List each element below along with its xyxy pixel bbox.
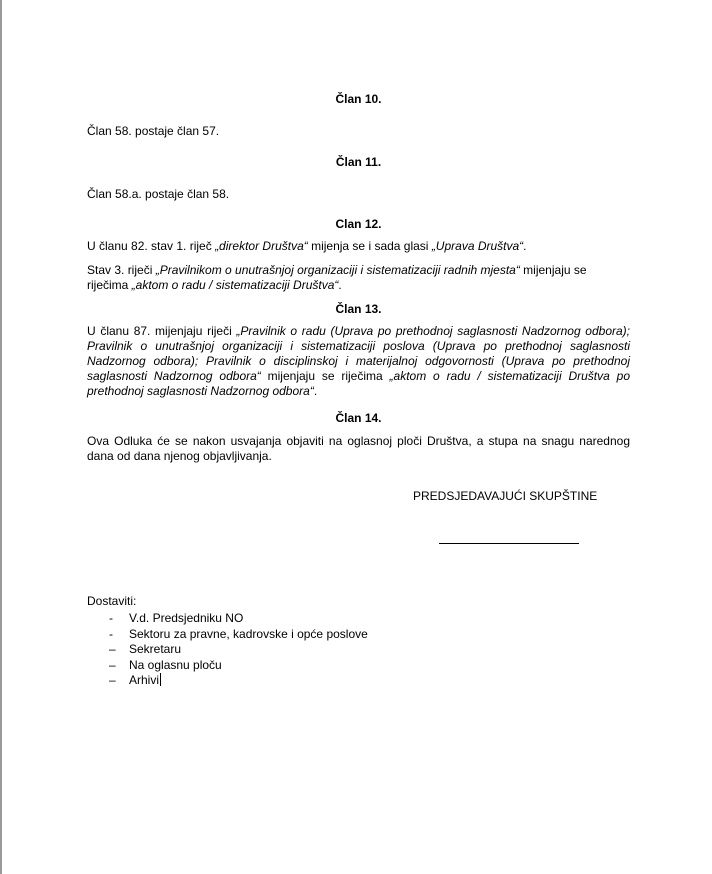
- signature-line: [439, 543, 579, 544]
- article-paragraph: [87, 124, 630, 139]
- quoted-term: „Pravilnik o radu (Uprava po prethodnoj saglasnosti Nadzornog odbora); Pravilnik o unutrašnjoj organizaciji i sistematizaciji poslova (Uprava po prethodnoj saglasnosti Nadzornog odbora); Pravilnik o disciplinskoj i materijalnoj odgovornosti (Uprava po prethodnoj saglasnosti Nadzornog odbora“: [87, 324, 630, 383]
- article-heading: Clan 12.: [335, 217, 382, 231]
- list-bullet: –: [109, 657, 116, 672]
- quoted-term: „aktom o radu / sistematizaciji Društva“: [131, 278, 339, 292]
- list-bullet: –: [109, 673, 116, 687]
- quoted-term: „aktom o radu / sistematizaciji Društva po prethodnoj saglasnosti Nadzornog odbora“: [87, 369, 630, 398]
- article-paragraph: [87, 263, 630, 293]
- delivery-label: Dostaviti:: [87, 594, 137, 608]
- list-bullet: -: [109, 611, 113, 625]
- paragraph-text: mijenjaju se riječima: [260, 369, 390, 383]
- list-item-text: V.d. Predsjedniku NO: [129, 611, 244, 625]
- list-item: [87, 658, 487, 674]
- list-bullet: –: [109, 642, 116, 656]
- paragraph-text: Član 58. postaje član 57.: [87, 124, 220, 138]
- list-item: [87, 642, 487, 658]
- quoted-term: „Pravilnikom o unutrašnjoj organizaciji i sistematizaciji radnih mjesta“: [155, 263, 520, 277]
- text-cursor[interactable]: [160, 673, 161, 686]
- list-item-label: Arhivi: [129, 673, 160, 687]
- paragraph-text: mijenja se i sada glasi: [307, 239, 432, 253]
- article-heading: Član 11.: [335, 155, 382, 169]
- article-paragraph: [87, 434, 630, 464]
- article-heading: Član 14.: [335, 411, 382, 425]
- paragraph-text: .: [338, 278, 342, 292]
- quoted-term: „direktor Društva“: [215, 239, 308, 253]
- list-item: [87, 673, 487, 689]
- list-item-text: Sekretaru: [129, 642, 182, 656]
- list-item-text: Sektoru za pravne, kadrovske i opće poslove: [129, 626, 368, 641]
- signature-title: PREDSJEDAVAJUĆI SKUPŠTINE: [413, 489, 598, 503]
- list-item-text: [129, 673, 161, 688]
- list-item: [87, 611, 487, 627]
- article-paragraph: [87, 187, 630, 202]
- quoted-term: „Uprava Društva“: [431, 239, 524, 253]
- list-item: [87, 627, 487, 643]
- article-heading: Član 10.: [335, 92, 382, 106]
- page-left-border: [0, 0, 2, 874]
- paragraph-text: U članu 82. stav 1. riječ: [87, 239, 216, 253]
- paragraph-text: Član 58.a. postaje član 58.: [87, 187, 230, 201]
- paragraph-text: Ova Odluka će se nakon usvajanja objaviti na oglasnoj ploči Društva, a stupa na snagu narednog dana od dana njenog objavljivanja.: [87, 434, 630, 463]
- article-heading: Član 13.: [335, 302, 382, 316]
- article-paragraph: [87, 324, 630, 399]
- list-item-text: Na oglasnu ploču: [129, 657, 222, 672]
- paragraph-text: Stav 3. riječi: [87, 263, 156, 277]
- paragraph-text: mijenjaju se riječima: [87, 263, 587, 292]
- paragraph-text: .: [523, 239, 527, 253]
- paragraph-text: U članu 87. mijenjaju riječi: [87, 324, 237, 338]
- article-paragraph: [87, 239, 630, 254]
- list-bullet: -: [109, 626, 113, 641]
- paragraph-text: .: [313, 384, 318, 398]
- delivery-list: [87, 611, 487, 689]
